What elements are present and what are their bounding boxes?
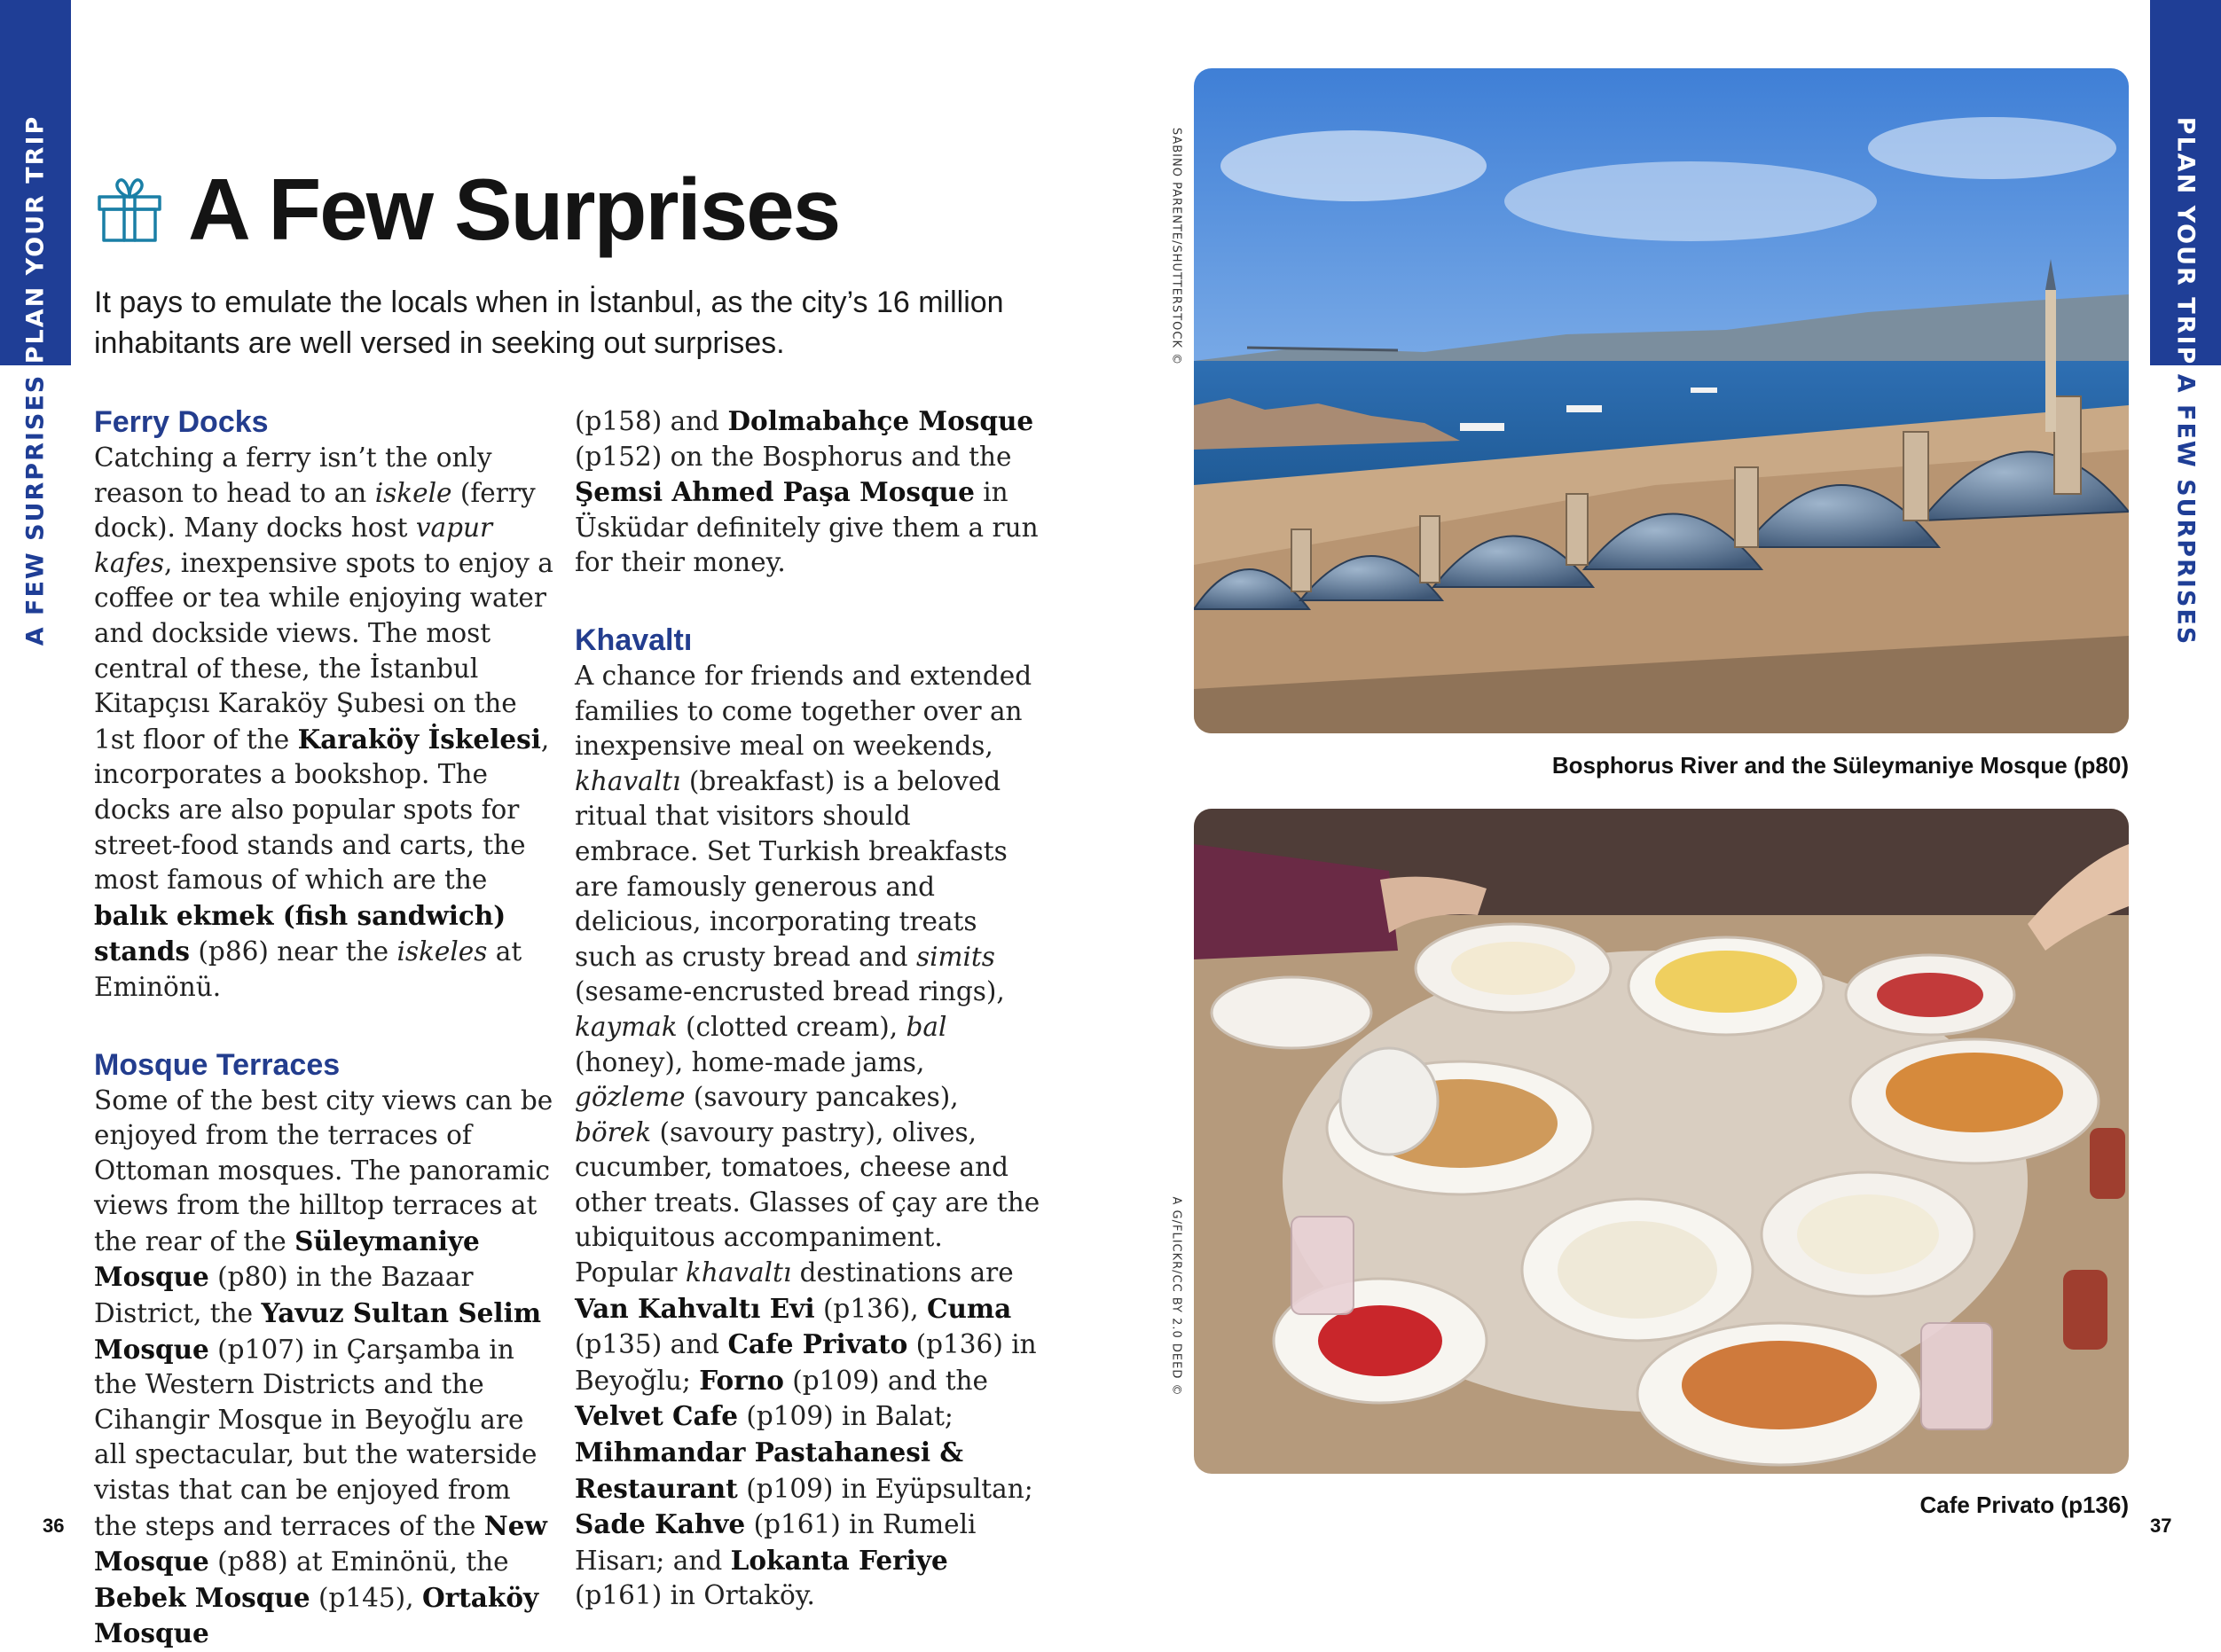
photo-credit-top: SABINO PARENTE/SHUTTERSTOCK © (1170, 128, 1183, 365)
place-name: Sade Kahve (575, 1508, 745, 1539)
place-name: Ortaköy Mosque (94, 1582, 538, 1649)
gift-icon (94, 174, 165, 245)
photo-bosphorus-mosque (1194, 68, 2129, 733)
text-emphasis: bal (906, 1012, 947, 1042)
place-name: Karaköy İskelesi (298, 724, 541, 755)
text-run: (clotted cream), (678, 1012, 906, 1042)
place-name: Cafe Privato (727, 1328, 907, 1359)
text-run: (p135) and (575, 1329, 727, 1359)
text-run: (p161) in Ortaköy. (575, 1580, 815, 1610)
text-run: (p107) in Çarşamba in the Western Districts and the Cihangir Mosque in Beyoğlu are all spectacular, but the waterside vistas that can be enjoyed from the steps and terraces of the (94, 1335, 537, 1541)
text-run: (p145), (310, 1583, 422, 1613)
place-name: Lokanta Feriye (731, 1545, 948, 1576)
place-name: New Mosque (94, 1510, 547, 1578)
place-name: Velvet Cafe (575, 1400, 738, 1431)
intro-text: It pays to emulate the locals when in İstanbul, as the city’s 16 million inhabitants are well versed in seeking out surprises. (94, 282, 1079, 364)
text-run: (p136) in Beyoğlu; (575, 1329, 1037, 1396)
page-number-right: 37 (2150, 1515, 2171, 1538)
text-column-left (94, 403, 555, 1652)
paragraph-mosque-terraces-cont (575, 403, 1040, 581)
place-name: Mihmandar Pastahanesi & Restaurant (575, 1437, 963, 1504)
paragraph-ferry-docks (94, 441, 555, 1006)
photo-caption-top: Bosphorus River and the Süleymaniye Mosque (p80) (1552, 752, 2129, 779)
text-run: Some of the best city views can be enjoyed from the terraces of Ottoman mosques. The panoramic views from the hilltop terraces at the rear of the (94, 1085, 553, 1257)
photo-credit-bottom: A G/FLICKR/CC BY 2.0 DEED © (1170, 1196, 1183, 1396)
place-name: Forno (699, 1365, 784, 1396)
place-name: Cuma (927, 1293, 1011, 1324)
page-number-left: 36 (43, 1515, 64, 1538)
place-name: Bebek Mosque (94, 1582, 310, 1613)
text-run: (p80) in the Bazaar District, the (94, 1262, 474, 1328)
side-tab-left-label: PLAN YOUR TRIP (22, 115, 50, 364)
text-run: , inexpensive spots to enjoy a coffee or tea while enjoying water and dockside views. The most central of these, the İstanbul Kitapçısı Karaköy Şubesi on the 1st floor of the (94, 548, 553, 755)
text-run: A chance for friends and extended families to come together over an inexpensive meal on weekends, (575, 661, 1032, 761)
place-name: Şemsi Ahmed Paşa Mosque (575, 476, 975, 507)
section-heading-khavalti: Khavaltı (575, 622, 1040, 659)
text-emphasis: börek (575, 1117, 651, 1147)
page-title: A Few Surprises (188, 158, 839, 262)
text-emphasis: khavaltı (575, 766, 680, 796)
text-run: (honey), home-made jams, (575, 1047, 924, 1077)
place-name: Yavuz Sultan Selim Mosque (94, 1297, 541, 1365)
section-label-left: A FEW SURPRISES (22, 374, 50, 646)
section-heading-mosque-terraces: Mosque Terraces (94, 1046, 555, 1084)
text-run: in Üsküdar definitely give them a run for their money. (575, 477, 1039, 577)
photo-cafe-privato-breakfast (1194, 809, 2129, 1474)
text-column-right (575, 403, 1040, 1614)
text-run: (savoury pancakes), (686, 1082, 959, 1112)
text-run: (p161) in Rumeli Hisarı; and (575, 1509, 977, 1576)
text-run: (p109) in Balat; (738, 1401, 954, 1431)
text-emphasis: kaymak (575, 1012, 678, 1042)
text-run: (p88) at Eminönü, the (209, 1546, 509, 1577)
text-run: (p158) and (575, 406, 727, 436)
section-heading-ferry-docks: Ferry Docks (94, 403, 555, 441)
text-emphasis: iskele (375, 478, 452, 508)
text-emphasis: khavaltı (686, 1257, 791, 1288)
side-tab-right-label: PLAN YOUR TRIP (2172, 117, 2200, 366)
text-run: , incorporates a bookshop. The docks are also popular spots for street-food stands and carts, the most famous of which are the (94, 724, 549, 895)
text-emphasis: iskeles (396, 936, 487, 967)
text-run: Catching a ferry isn’t the only reason to head to an (94, 442, 492, 508)
text-run: (p109) and the (784, 1366, 988, 1396)
photo-caption-bottom: Cafe Privato (p136) (1919, 1491, 2129, 1519)
text-run: (p109) in Eyüpsultan; (738, 1474, 1033, 1504)
place-name: balık ekmek (fish sandwich) stands (94, 900, 506, 967)
paragraph-mosque-terraces (94, 1084, 555, 1652)
section-label-right: A FEW SURPRISES (2172, 374, 2200, 646)
place-name: Van Kahvaltı Evi (575, 1293, 815, 1324)
paragraph-khavalti (575, 659, 1040, 1614)
text-run: (p86) near the (190, 936, 396, 967)
text-run: (ferry dock). Many docks host (94, 478, 536, 544)
text-run: (sesame-encrusted bread rings), (575, 976, 1005, 1006)
text-run: (breakfast) is a beloved ritual that visitors should embrace. Set Turkish breakfasts are famously generous and delicious, incorporating treats such as crusty bread and (575, 766, 1008, 972)
place-name: Dolmabahçe Mosque (727, 405, 1033, 436)
text-run: (p136), (815, 1294, 927, 1324)
text-run: destinations are (791, 1257, 1013, 1288)
text-emphasis: simits (916, 942, 995, 972)
text-run: (savoury pastry), olives, cucumber, tomatoes, cheese and other treats. Glasses of çay are the ubiquitous accompaniment. Popular (575, 1117, 1040, 1288)
text-emphasis: gözleme (575, 1082, 686, 1112)
text-run: (p152) on the Bosphorus and the (575, 442, 1011, 472)
text-run: at Eminönü. (94, 936, 522, 1002)
place-name: Süleymaniye Mosque (94, 1225, 480, 1293)
text-emphasis: vapur kafes (94, 513, 492, 578)
